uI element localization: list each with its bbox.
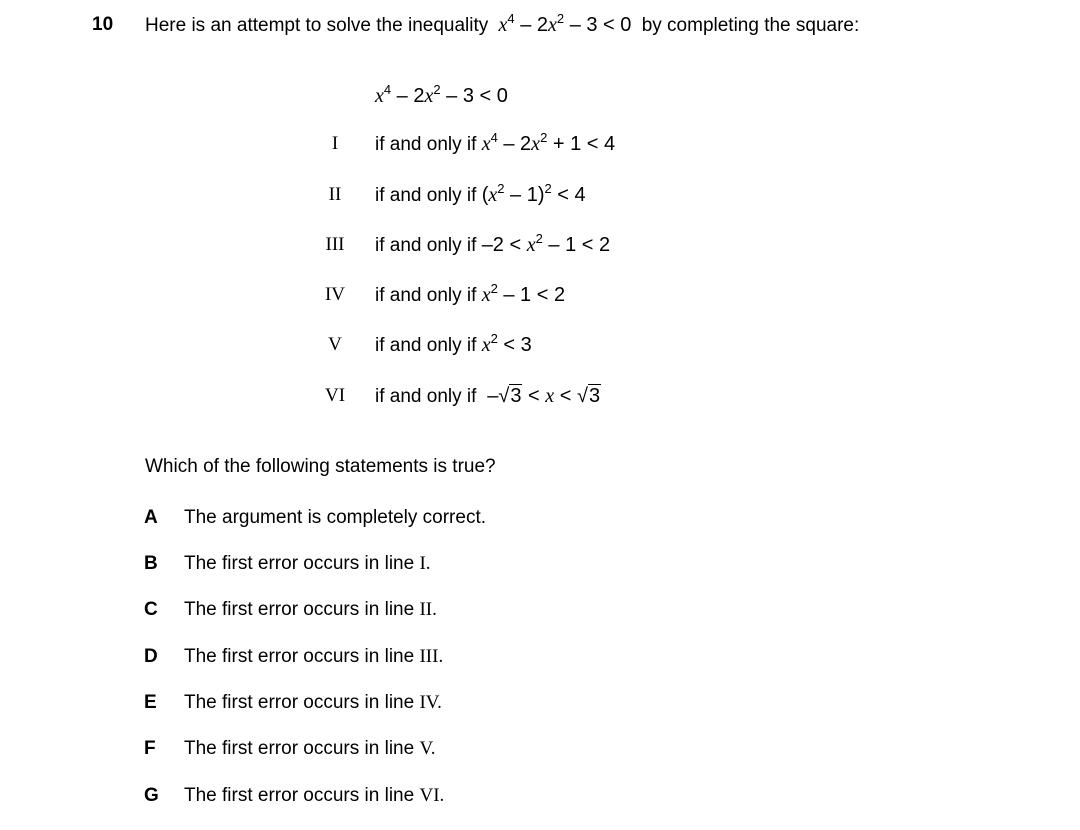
step-text — [375, 281, 566, 307]
option-letter: A — [144, 507, 158, 528]
option-g[interactable] — [0, 785, 1080, 815]
step-numeral: III — [325, 234, 345, 255]
option-letter: B — [144, 553, 158, 574]
option-b[interactable] — [0, 553, 1080, 583]
option-line-ref: III. — [419, 646, 444, 667]
step-expr: $(x^2 - 1)^2 < 4$ — [481, 181, 586, 206]
step-prefix: if and only if — [375, 134, 477, 155]
working-step-1 — [0, 130, 1080, 163]
option-c[interactable] — [0, 599, 1080, 629]
working-step-3 — [0, 231, 1080, 264]
option-line-ref: IV. — [419, 692, 442, 713]
stem-outro: by completing the square: — [641, 15, 860, 36]
option-line-ref: V. — [419, 738, 436, 759]
option-e[interactable] — [0, 692, 1080, 722]
option-line-ref: II. — [419, 599, 437, 620]
step-expr: $x^2 - 1 < 2$ — [481, 281, 566, 306]
step-text — [375, 231, 611, 257]
option-letter: G — [144, 785, 159, 806]
step-numeral: I — [331, 133, 339, 154]
step-expr: $x^2 < 3$ — [481, 331, 532, 356]
step-expr: $-2 < x^2 - 1 < 2$ — [481, 231, 611, 256]
question-stem — [145, 11, 860, 37]
working-first-line — [375, 82, 508, 108]
option-text-main: The first error occurs in line — [184, 738, 415, 759]
working-step-5 — [0, 331, 1080, 364]
step-expr: –√3 < x < √3 — [481, 385, 601, 407]
option-text-main: The first error occurs in line — [184, 599, 415, 620]
option-letter: E — [144, 692, 157, 713]
option-text — [184, 646, 443, 668]
step-text — [375, 331, 532, 357]
option-line-ref: I. — [419, 553, 431, 574]
step-prefix: if and only if — [375, 386, 477, 407]
working-first-expr: $x^4 - 2x^2 - 3 < 0$ — [375, 82, 508, 107]
option-letter: C — [144, 599, 158, 620]
step-numeral: V — [328, 334, 342, 355]
stem-intro: Here is an attempt to solve the inequality — [145, 15, 489, 36]
question-number: 10 — [92, 14, 114, 35]
option-text-main: The first error occurs in line — [184, 692, 415, 713]
working-step-4 — [0, 281, 1080, 314]
option-a[interactable] — [0, 507, 1080, 537]
step-prefix: if and only if — [375, 335, 477, 356]
option-letter: F — [144, 738, 156, 759]
step-expr: $x^4 - 2x^2 + 1 < 4$ — [481, 130, 616, 155]
option-text-main: The argument is completely correct. — [184, 507, 487, 528]
option-text — [184, 553, 431, 575]
step-numeral: IV — [324, 284, 346, 305]
working-step-2 — [0, 181, 1080, 214]
question-prompt: Which of the following statements is true? — [145, 456, 496, 477]
step-prefix: if and only if — [375, 285, 477, 306]
option-d[interactable] — [0, 646, 1080, 676]
stem-inequality: $x^4 - 2x^2 - 3 < 0$ — [493, 11, 632, 36]
option-text-main: The first error occurs in line — [184, 785, 415, 806]
option-text — [184, 599, 437, 621]
step-text — [375, 181, 586, 207]
step-numeral: II — [328, 184, 342, 205]
option-letter: D — [144, 646, 158, 667]
step-prefix: if and only if — [375, 235, 477, 256]
option-text-main: The first error occurs in line — [184, 646, 415, 667]
option-text-main: The first error occurs in line — [184, 553, 415, 574]
option-text — [184, 692, 442, 714]
option-f[interactable] — [0, 738, 1080, 768]
option-line-ref: VI. — [419, 785, 445, 806]
step-numeral: VI — [324, 385, 346, 406]
step-text — [375, 385, 601, 408]
step-prefix: if and only if — [375, 185, 477, 206]
option-text — [184, 507, 486, 529]
working-step-6 — [0, 385, 1080, 415]
step-text — [375, 130, 616, 156]
option-text — [184, 738, 436, 760]
option-text — [184, 785, 444, 807]
